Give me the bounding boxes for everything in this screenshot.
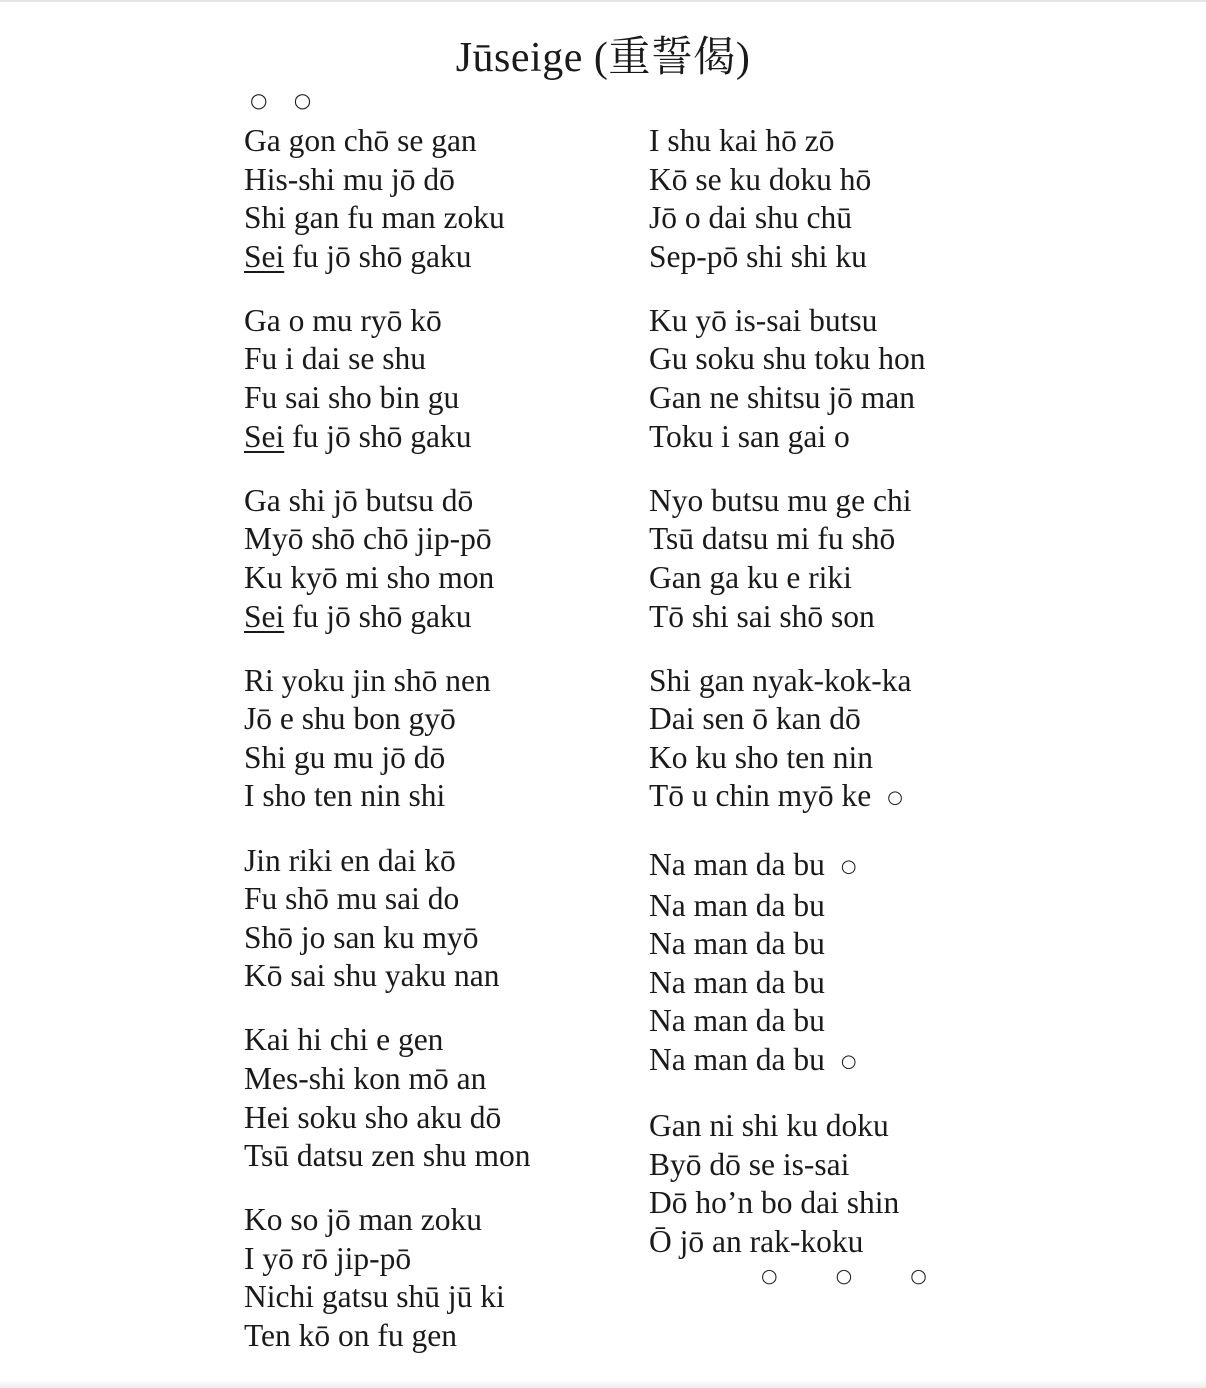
verse [649,846,1069,1082]
verse [244,842,664,996]
verse-line [649,559,1069,598]
verse [244,482,664,636]
underlined-word: Sei [244,238,285,274]
verse-line [244,161,664,200]
verse-line [649,122,1069,161]
verse [649,302,1069,456]
line-text: Ku yō is-sai butsu [649,302,878,338]
line-text: fu jō shō gaku [284,418,472,454]
line-text: Dai sen ō kan dō [649,701,861,737]
line-text: Kai hi chi e gen [244,1022,444,1058]
line-text: Jō e shu bon gyō [244,701,456,737]
line-text: Nichi gatsu shū jū ki [244,1279,505,1315]
verse-line [244,1099,664,1138]
verse-line [649,161,1069,200]
verse-line [244,957,664,996]
circle-mark-icon: ○ [840,856,857,877]
page-title: Jūseige (重誓偈) [455,35,751,81]
line-text: Dō ho’n bo dai shin [649,1185,900,1221]
line-text: Kō se ku doku hō [649,161,872,197]
line-text: Jin riki en dai kō [244,842,456,878]
line-text: Sep-pō shi shi ku [649,238,867,274]
verse-line [244,700,664,739]
line-text: Ten kō on fu gen [244,1318,457,1354]
verse-line [649,199,1069,238]
line-text: Toku i san gai o [649,418,850,454]
verse-line [649,662,1069,701]
line-text: Nyo butsu mu ge chi [649,482,912,518]
verse-line [649,964,1069,1003]
verse-line [649,1223,1069,1262]
verse-line [244,520,664,559]
top-circle-marks: ○ ○ [250,88,322,112]
verse-line [649,379,1069,418]
verse-line [649,520,1069,559]
line-text: His-shi mu jō dō [244,161,455,197]
line-text: Gu soku shu toku hon [649,341,926,377]
verse-line [244,559,664,598]
verse [244,1201,664,1355]
verse-line [649,925,1069,964]
line-text: Tō u chin myō ke [649,778,872,814]
line-text: Ri yoku jin shō nen [244,662,491,698]
underlined-word: Sei [244,418,285,454]
verse-line [649,1041,1069,1082]
verse [649,122,1069,276]
verse-line [244,482,664,521]
verse-line [649,777,1069,818]
line-text: Tsū datsu mi fu shō [649,521,896,557]
line-text: Shi gu mu jō dō [244,739,446,775]
line-text: I sho ten nin shi [244,778,446,814]
verse-line [244,1060,664,1099]
verse-line [244,598,664,637]
line-text: Na man da bu [649,1041,825,1077]
verse-line [649,1107,1069,1146]
verse-line [244,1201,664,1240]
line-text: Mes-shi kon mō an [244,1060,487,1096]
line-text: fu jō shō gaku [284,598,472,634]
verse-line [244,739,664,778]
verse-line [244,919,664,958]
verse-line [244,1317,664,1356]
top-border [0,0,1206,2]
line-text: Na man da bu [649,887,825,923]
line-text: Shō jo san ku myō [244,919,479,955]
line-text: Jō o dai shu chū [649,200,852,236]
verse-line [244,842,664,881]
line-text: Tō shi sai shō son [649,598,875,634]
verse-line [244,1240,664,1279]
line-text: Fu shō mu sai do [244,881,460,917]
line-text: Ga shi jō butsu dō [244,482,474,518]
verse-line [649,482,1069,521]
line-text: fu jō shō gaku [284,238,472,274]
line-text: I shu kai hō zō [649,123,835,158]
verse-line [649,302,1069,341]
verse [244,662,664,816]
verse-line [244,302,664,341]
line-text: Ga gon chō se gan [244,123,477,158]
verse-line [244,379,664,418]
line-text: Ō jō an rak-koku [649,1223,864,1259]
verse-line [649,1184,1069,1223]
verse-line [649,846,1069,887]
verse-line [244,418,664,457]
line-text: Ko so jō man zoku [244,1202,482,1238]
verse-line [244,199,664,238]
verse-line [649,887,1069,926]
verse-line [649,418,1069,457]
end-circle-marks: ○ ○ ○ [761,1265,953,1288]
verse [244,1021,664,1175]
right-column [649,122,1069,1291]
line-text: Ko ku sho ten nin [649,739,873,775]
left-column [244,122,664,1381]
line-text: Fu sai sho bin gu [244,380,460,416]
verse [244,122,664,276]
bottom-edge [0,1380,1206,1388]
verse [649,482,1069,636]
line-text: Na man da bu [649,964,825,1000]
verse-line [244,1137,664,1176]
line-text: Shi gan nyak-kok-ka [649,662,912,698]
verse-line [649,238,1069,277]
verse [244,302,664,456]
line-text: Gan ga ku e riki [649,559,852,595]
line-text: Tsū datsu zen shu mon [244,1138,531,1174]
verse-line [649,340,1069,379]
line-text: Ku kyō mi sho mon [244,559,495,595]
line-text: Hei soku sho aku dō [244,1099,502,1135]
line-text: Na man da bu [649,926,825,962]
verse-line [244,1278,664,1317]
line-text: Ga o mu ryō kō [244,302,442,338]
verse [649,1107,1069,1261]
line-text: Shi gan fu man zoku [244,200,505,236]
line-text: Myō shō chō jip-pō [244,521,492,557]
line-text: Kō sai shu yaku nan [244,958,500,994]
line-text: Byō dō se is-sai [649,1146,850,1182]
circle-mark-icon: ○ [887,787,903,809]
verse-line [244,1021,664,1060]
verse-line [649,1002,1069,1041]
line-text: Gan ni shi ku doku [649,1108,889,1144]
verse [649,662,1069,818]
verse-line [649,739,1069,778]
verse-line [244,662,664,701]
verse-line [244,880,664,919]
verse-line [244,340,664,379]
line-text: Na man da bu [649,847,825,882]
circle-mark-icon: ○ [840,1050,857,1072]
verse-line [649,598,1069,637]
line-text: Na man da bu [649,1003,825,1039]
line-text: I yō rō jip-pō [244,1240,412,1276]
verse-line [244,777,664,816]
verse-line [649,700,1069,739]
verse-line [244,238,664,277]
line-text: Fu i dai se shu [244,341,427,377]
verse-line [649,1146,1069,1185]
underlined-word: Sei [244,598,285,634]
line-text: Gan ne shitsu jō man [649,380,915,416]
verse-line [244,122,664,161]
